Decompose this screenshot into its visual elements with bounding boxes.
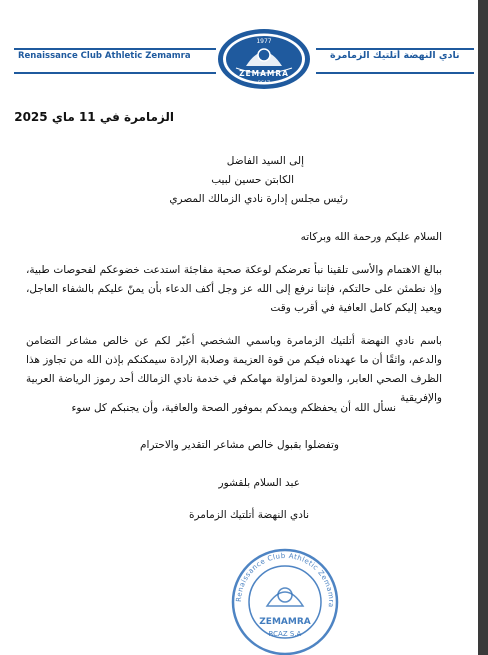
- svg-text:Renaissance Club Athletic Zema: [235, 552, 335, 608]
- signatory-name: عبد السلام بلقشور: [218, 477, 300, 489]
- logo-initials: RCAZ: [257, 81, 271, 86]
- letter-date: الزمامرة في 11 ماي 2025: [14, 110, 174, 124]
- club-logo: [216, 28, 312, 90]
- stamp-name: ZEMAMRA: [259, 617, 311, 627]
- club-name-french: Renaissance Club Athletic Zemamra: [18, 51, 191, 61]
- logo-name: ZEMAMRA: [239, 69, 289, 78]
- recipient-line-2: الكابتن حسين لبيب: [211, 174, 294, 186]
- stamp-initials: RCAZ S.A: [268, 630, 302, 638]
- logo-year: 1977: [256, 38, 272, 45]
- greeting: السلام عليكم ورحمة الله وبركاته: [300, 231, 442, 243]
- organization-name: نادي النهضة أتلتيك الزمامرة: [188, 509, 309, 521]
- club-stamp: [229, 548, 341, 655]
- paragraph-2: باسم نادي النهضة أتلتيك الزمامرة وباسمي الشخصي أعبّر لكم عن خالص مشاعر التضامن والدعم، واثقًا أن ما عهدناه فيكم من قوة العزيمة وصلابة الإرادة سيمكنكم بإذن الله من تجاوز هذا الظرف الصحي العابر، والعودة لمزاولة مهامكم في خدمة نادي الزمالك أحد رموز الرياضة العربية والإفريقية: [25, 335, 442, 404]
- recipient-line-3: رئيس مجلس إدارة نادي الزمالك المصري: [169, 193, 348, 205]
- paragraph-1: ببالغ الاهتمام والأسى تلقينا نبأ تعرضكم لوعكة صحية مفاجئة استدعت خضوعكم لفحوصات طبية، وإذ نطمئن على حالتكم، فإننا نرفع إلى الله عز وجل أكف الدعاء بأن يمنّ عليكم بالشفاء العاجل، ويعيد إليكم كامل العافية في أقرب وقت: [26, 264, 442, 314]
- club-name-arabic: نادي النهضة أتلتيك الزمامرة: [330, 50, 460, 61]
- recipient-line-1: إلى السيد الفاضل: [226, 155, 304, 167]
- closing-line: وتفضلوا بقبول خالص مشاعر التقدير والاحترام: [139, 439, 339, 451]
- wish-line: نسأل الله أن يحفظكم ويمدكم بموفور الصحة والعافية، وأن يجنبكم كل سوء: [71, 402, 396, 414]
- stamp-ring-text: Renaissance Club Athletic Zemamra: [234, 551, 336, 609]
